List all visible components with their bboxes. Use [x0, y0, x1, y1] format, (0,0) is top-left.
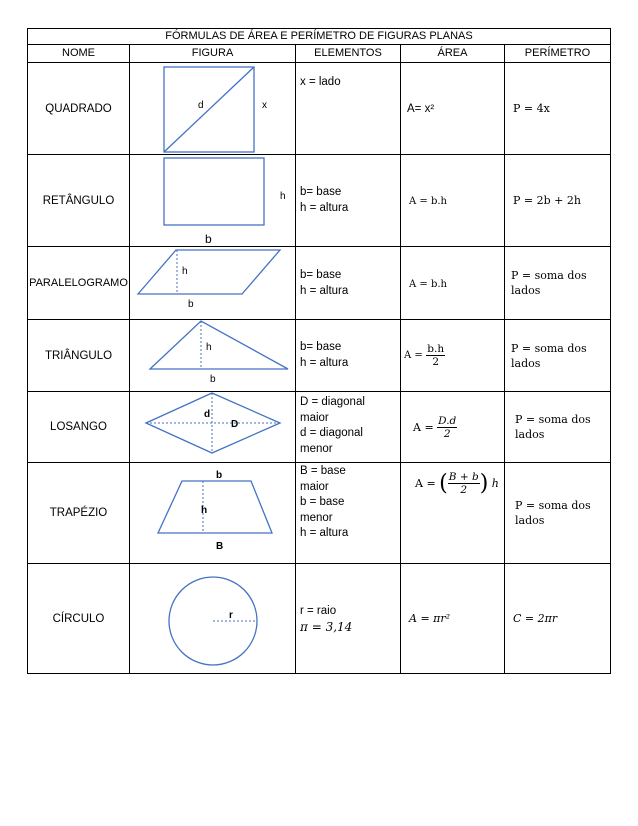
perimeter-line: P = soma dos: [511, 341, 587, 355]
elements-circulo: [296, 564, 401, 674]
rhombus-figure: [130, 392, 296, 463]
formulas-table: [27, 28, 611, 674]
label-d: d: [198, 100, 204, 111]
header-figura: FIGURA: [130, 45, 296, 63]
trapezoid-figure: [130, 463, 296, 564]
element-line: b= base: [300, 186, 342, 198]
area-prefix: A =: [415, 477, 436, 490]
area-formula: A = b.h: [409, 278, 447, 290]
perimeter-line: lados: [511, 356, 541, 370]
perimeter-line: P = soma dos: [515, 499, 591, 512]
name-quadrado: QUADRADO: [28, 63, 130, 155]
element-line: h = altura: [300, 201, 349, 214]
element-line: menor: [300, 511, 333, 524]
label-b: b: [216, 470, 223, 481]
name-paralelogramo: PARALELOGRAMO: [28, 247, 130, 320]
element-line: maior: [300, 480, 329, 493]
element-line: d = diagonal: [300, 427, 363, 439]
perimeter-triangulo: [505, 320, 611, 392]
elements-paralelogramo: [296, 247, 401, 320]
label-b: b: [205, 232, 212, 246]
table-row: [28, 463, 611, 564]
rectangle-figure: [130, 155, 296, 247]
area-paralelogramo: [401, 247, 505, 320]
area-prefix: A =: [413, 420, 434, 434]
perimeter-paralelogramo: [505, 247, 611, 320]
fraction-denominator: 2: [432, 356, 440, 368]
name-circulo: CÍRCULO: [28, 564, 130, 674]
label-D: D: [231, 419, 239, 430]
area-quadrado: [401, 63, 505, 155]
triangle-figure: [130, 320, 296, 392]
elements-triangulo: [296, 320, 401, 392]
area-retangulo: [401, 155, 505, 247]
elements-quadrado: [296, 63, 401, 155]
fraction-numerator: D.d: [438, 414, 457, 427]
fraction-numerator: B + b: [448, 471, 479, 483]
element-line: x = lado: [300, 76, 341, 88]
area-losango: [401, 392, 505, 463]
label-h: h: [201, 505, 208, 516]
fraction-numerator: b.h: [427, 343, 445, 355]
perimeter-quadrado: [505, 63, 611, 155]
perimeter-line: P = soma dos: [511, 269, 587, 282]
table-row: [28, 564, 611, 674]
figure-losango: [130, 392, 296, 463]
perimeter-formula: P = 2b + 2h: [513, 194, 581, 207]
area-formula: A = πr²: [409, 612, 451, 625]
elements-trapezio: [296, 463, 401, 564]
area-circulo: [401, 564, 505, 674]
table-title: FÓRMULAS DE ÁREA E PERÍMETRO DE FIGURAS PLANAS: [28, 29, 611, 45]
circle-figure: [130, 564, 296, 674]
header-nome: NOME: [28, 45, 130, 63]
element-line: b = base: [300, 496, 345, 508]
area-fraction: [448, 471, 480, 496]
area-fraction: [437, 415, 457, 440]
element-line: B = base: [300, 465, 346, 477]
figure-paralelogramo: [130, 247, 296, 320]
name-losango: LOSANGO: [28, 392, 130, 463]
label-h: h: [206, 342, 212, 353]
table-row: [28, 392, 611, 463]
area-suffix: h: [491, 477, 499, 490]
label-B: B: [216, 541, 224, 552]
name-retangulo: RETÂNGULO: [28, 155, 130, 247]
parallelogram-figure: [130, 247, 296, 320]
perimeter-trapezio: [505, 463, 611, 564]
element-line: b= base: [300, 341, 342, 353]
elements-retangulo: [296, 155, 401, 247]
area-prefix: A =: [404, 350, 423, 361]
table-row: [28, 63, 611, 155]
figure-triangulo: [130, 320, 296, 392]
elements-losango: [296, 392, 401, 463]
table-row: [28, 320, 611, 392]
name-triangulo: TRIÂNGULO: [28, 320, 130, 392]
header-perimetro: PERÍMETRO: [505, 45, 611, 63]
element-line: r = raio: [300, 605, 337, 617]
element-line: h = altura: [300, 356, 349, 369]
perimeter-formula: P = 4x: [513, 102, 550, 115]
fraction-denominator: 2: [443, 427, 451, 440]
perimeter-line: lados: [515, 428, 545, 441]
label-h: h: [182, 266, 188, 277]
fraction-denominator: 2: [460, 484, 468, 496]
area-formula: A= x²: [407, 103, 435, 115]
element-line: h = altura: [300, 527, 349, 539]
perimeter-circulo: [505, 564, 611, 674]
perimeter-retangulo: [505, 155, 611, 247]
area-trapezio: A = ( $\frac{B + b}{2}$ ) h: [401, 463, 505, 564]
square-figure: [130, 63, 296, 155]
element-line: b= base: [300, 269, 342, 281]
figure-retangulo: [130, 155, 296, 247]
area-fraction: [426, 343, 445, 368]
perimeter-losango: [505, 392, 611, 463]
name-trapezio: TRAPÉZIO: [28, 463, 130, 564]
element-line: π = 3,14: [300, 619, 353, 634]
label-x: x: [262, 100, 267, 111]
header-area: ÁREA: [401, 45, 505, 63]
perimeter-line: lados: [511, 284, 541, 297]
label-d: d: [204, 409, 211, 420]
figure-trapezio: [130, 463, 296, 564]
perimeter-line: lados: [515, 514, 545, 527]
element-line: D = diagonal: [300, 396, 365, 408]
area-formula: A = b.h: [409, 196, 447, 207]
label-b: b: [210, 374, 216, 385]
label-b: b: [188, 299, 194, 310]
table-row: [28, 247, 611, 320]
label-r: r: [229, 610, 233, 621]
element-line: h = altura: [300, 284, 349, 297]
area-triangulo: [401, 320, 505, 392]
figure-quadrado: [130, 63, 296, 155]
perimeter-formula: C = 2πr: [513, 612, 558, 625]
element-line: maior: [300, 411, 329, 424]
table-row: [28, 155, 611, 247]
label-h: h: [280, 191, 286, 202]
figure-circulo: [130, 564, 296, 674]
perimeter-line: P = soma dos: [515, 413, 591, 426]
header-elementos: ELEMENTOS: [296, 45, 401, 63]
element-line: menor: [300, 442, 333, 455]
